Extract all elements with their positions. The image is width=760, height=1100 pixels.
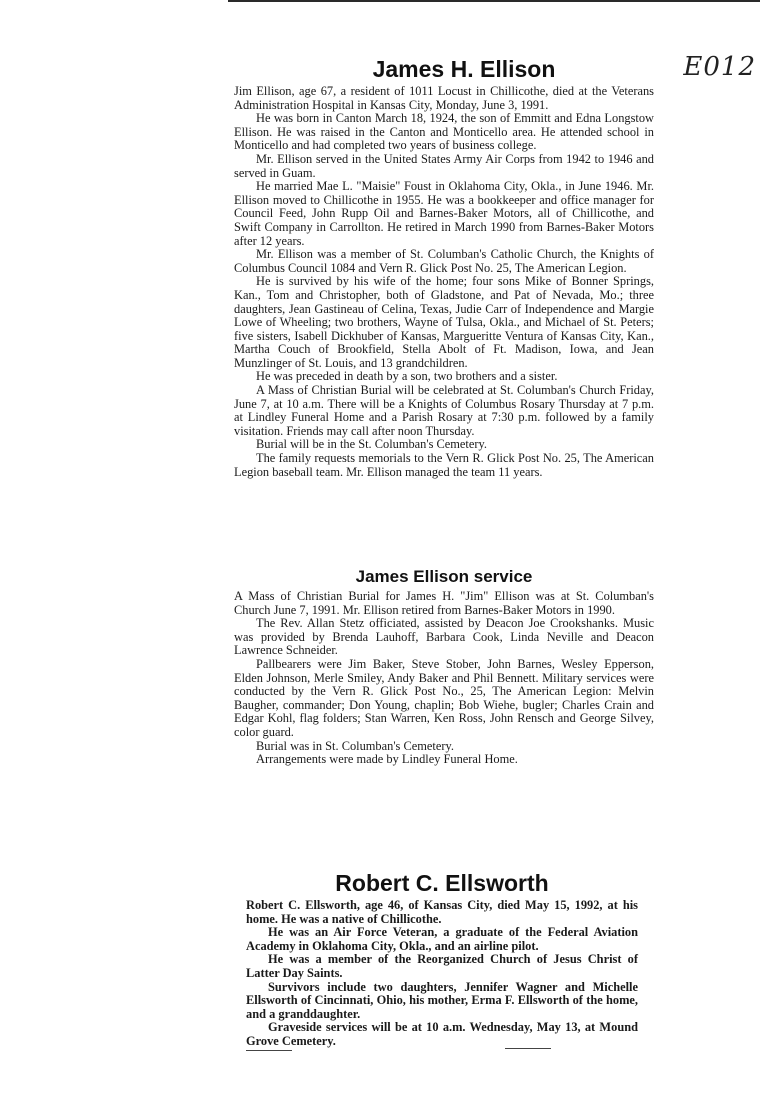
scan-rule-fragment bbox=[505, 1048, 551, 1049]
obituary-paragraph: Graveside services will be at 10 a.m. Wednesday, May 13, at Mound Grove Cemetery. bbox=[246, 1020, 638, 1048]
obituary-paragraph: Mr. Ellison served in the United States Army Air Corps from 1942 to 1946 and served in Guam. bbox=[234, 151, 654, 180]
obituary-paragraph: He was born in Canton March 18, 1924, the son of Emmitt and Edna Longstow Ellison. He was raised in the Canton and Monticello area. He attended school in Monticello and had completed two years of business college. bbox=[234, 111, 654, 153]
obituary-paragraph: He was an Air Force Veteran, a graduate of the Federal Aviation Academy in Oklahoma City, Okla., and an airline pilot. bbox=[246, 925, 638, 953]
obituary-paragraph: Mr. Ellison was a member of St. Columban's Catholic Church, the Knights of Columbus Council 1084 and Vern R. Glick Post No. 25, The American Legion. bbox=[234, 247, 654, 275]
service-paragraph: The Rev. Allan Stetz officiated, assisted by Deacon Joe Crookshanks. Music was provided by Brenda Lauhoff, Barbara Cook, Linda Neville and Deacon Lawrence Schneider. bbox=[234, 616, 654, 658]
service-title: James Ellison service bbox=[355, 567, 533, 586]
obituary-paragraph: A Mass of Christian Burial will be celebrated at St. Columban's Church Friday, June 7, at 10 a.m. There will be a Knights of Columbus Rosary Thursday at 7 p.m. at Lindley Funeral Home and a Parish Rosary at 7:30 p.m. followed by a family visitation. Friends may call after noon Thursday. bbox=[234, 383, 654, 438]
service-paragraph: Arrangements were made by Lindley Funeral Home. bbox=[256, 752, 518, 767]
scan-rule-fragment bbox=[246, 1050, 292, 1051]
obituary-paragraph: Robert C. Ellsworth, age 46, of Kansas City, died May 15, 1992, at his home. He was a native of Chillicothe. bbox=[246, 898, 638, 926]
top-border-line bbox=[228, 0, 760, 2]
service-paragraph: Burial was in St. Columban's Cemetery. bbox=[256, 738, 454, 753]
obituary-james-ellison bbox=[234, 56, 654, 479]
obituary-paragraph: Jim Ellison, age 67, a resident of 1011 Locust in Chillicothe, died at the Veterans Administration Hospital in Kansas City, Monday, June 3, 1991. bbox=[234, 84, 654, 112]
obituary-paragraph: He was preceded in death by a son, two brothers and a sister. bbox=[256, 369, 558, 384]
obituary-paragraph: He married Mae L. "Maisie" Foust in Oklahoma City, Okla., in June 1946. Mr. Ellison moved to Chillicothe in 1955. He was a bookkeeper and office manager for Council Feed, John Rupp Oil and Barnes-Baker Motors, all of Chillicothe, and Swift Company in Carrollton. He retired in March 1990 from Barnes-Baker Motors after 12 years. bbox=[234, 179, 654, 248]
obituary-title: Robert C. Ellsworth bbox=[335, 870, 549, 896]
page-mark: E012 bbox=[683, 52, 756, 82]
obituary-paragraph: Burial will be in the St. Columban's Cemetery. bbox=[256, 437, 487, 452]
service-james-ellison bbox=[234, 567, 654, 767]
obituary-paragraph: He was a member of the Reorganized Church of Jesus Christ of Latter Day Saints. bbox=[246, 952, 638, 980]
obituary-title: James H. Ellison bbox=[372, 56, 556, 82]
obituary-paragraph: Survivors include two daughters, Jennifer Wagner and Michelle Ellsworth of Cincinnati, Ohio, his mother, Erma F. Ellsworth of the home, and a granddaughter. bbox=[246, 979, 638, 1021]
obituary-paragraph: He is survived by his wife of the home; four sons Mike of Bonner Springs, Kan., Tom and Christopher, both of Gladstone, and Pat of Nevada, Mo.; three daughters, Jean Gastineau of Celina, Texas, Judie Carr of Independence and Margie Lowe of Wheeling; two brothers, Wayne of Tulsa, Okla., and Michael of St. Peters; five sisters, Isabell Dickhuber of Kansas, Margueritte Ventura of Kansas City, Kan., Martha Couch of Brookfield, Stella Abolt of Ft. Madison, Iowa, and Jean Munzlinger of St. Louis, and 13 grandchildren. bbox=[234, 274, 654, 370]
service-paragraph: Pallbearers were Jim Baker, Steve Stober, John Barnes, Wesley Epperson, Elden Johnson, Merle Smiley, Andy Baker and Phil Bennett. Military services were conducted by the Vern R. Glick Post No., 25, The American Legion: Melvin Baugher, commander; Don Young, chaplin; Bob Wiehe, bugler; Charles Crain and Edgar Kohl, flag folders; Stan Warren, Ken Ross, John Rensch and George Silvey, color guard. bbox=[234, 656, 654, 739]
obituary-robert-ellsworth bbox=[246, 870, 638, 1049]
obituary-paragraph: The family requests memorials to the Vern R. Glick Post No. 25, The American Legion baseball team. Mr. Ellison managed the team 11 years. bbox=[234, 451, 654, 479]
service-paragraph: A Mass of Christian Burial for James H. "Jim" Ellison was at St. Columban's Church June 7, 1991. Mr. Ellison retired from Barnes-Baker Motors in 1990. bbox=[234, 589, 654, 617]
